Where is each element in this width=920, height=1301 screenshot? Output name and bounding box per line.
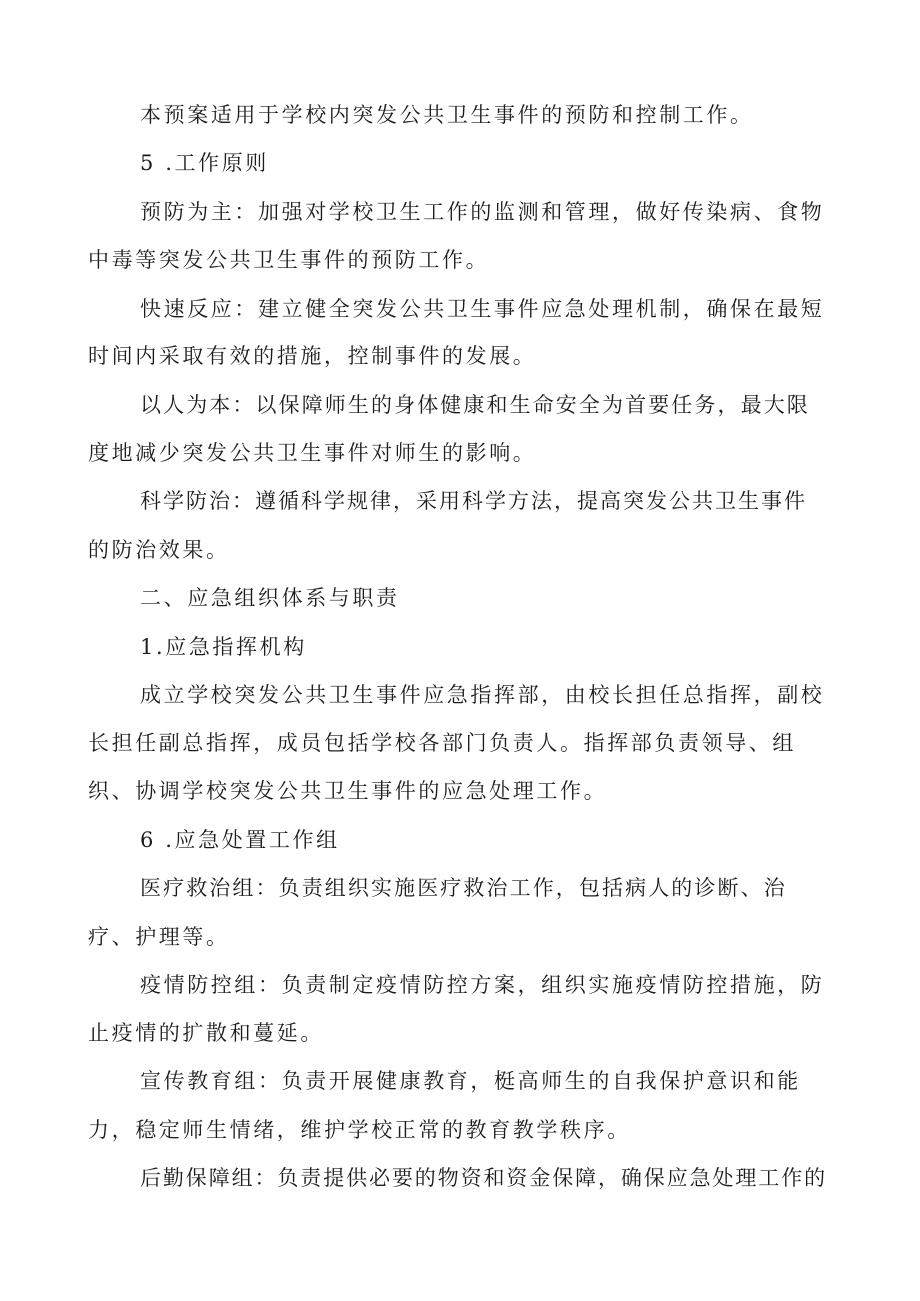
text-line: 疫情防控组：负责制定疫情防控方案，组织实施疫情防控措施，防	[140, 973, 825, 997]
section-heading: 5 .工作原则	[140, 151, 269, 175]
text-line: 止疫情的扩散和蔓延。	[88, 1021, 324, 1045]
text-line: 本预案适用于学校内突发公共卫生事件的预防和控制工作。	[140, 103, 754, 127]
text-line: 中毒等突发公共卫生事件的预防工作。	[88, 248, 490, 272]
text-line: 成立学校突发公共卫生事件应急指挥部，由校长担任总指挥，副校	[140, 683, 825, 707]
text-line: 疗、护理等。	[88, 925, 230, 949]
text-line: 宣传教育组：负责开展健康教育，梃高师生的自我保护意识和能	[140, 1069, 801, 1093]
section-heading: 1.应急指挥机构	[140, 635, 307, 659]
text-line: 后勤保障组：负责提供必要的物资和资金保障，确保应急处理工作的	[140, 1166, 827, 1190]
text-line: 度地减少突发公共卫生事件对师生的影响。	[88, 441, 537, 465]
text-line: 以人为本：以保障师生的身体健康和生命安全为首要任务，最大限	[140, 393, 810, 417]
text-line: 快速反应：建立健全突发公共卫生事件应急处理机制，确保在最短	[140, 297, 825, 321]
text-line: 预防为主：加强对学校卫生工作的监测和管理，做好传染病、食物	[140, 200, 825, 224]
text-line: 的防治效果。	[88, 538, 230, 562]
text-line: 长担任副总指挥，成员包括学校各部门负责人。指挥部负责领导、组	[88, 731, 796, 755]
text-line: 力，稳定师生情绪，维护学校正常的教育教学秩序。	[88, 1118, 631, 1142]
section-heading: 二、应急组织体系与职责	[140, 586, 400, 610]
text-line: 织、协调学校突发公共卫生事件的应急处理工作。	[88, 779, 608, 803]
text-line: 医疗救治组：负责组织实施医疗救治工作，包括病人的诊断、治	[140, 876, 787, 900]
text-line: 时间内采取有效的措施，控制事件的发展。	[88, 344, 537, 368]
section-heading: 6 .应急处置工作组	[140, 828, 340, 852]
text-line: 科学防治：遵循科学规律，采用科学方法，提高突发公共卫生事件	[140, 489, 807, 513]
